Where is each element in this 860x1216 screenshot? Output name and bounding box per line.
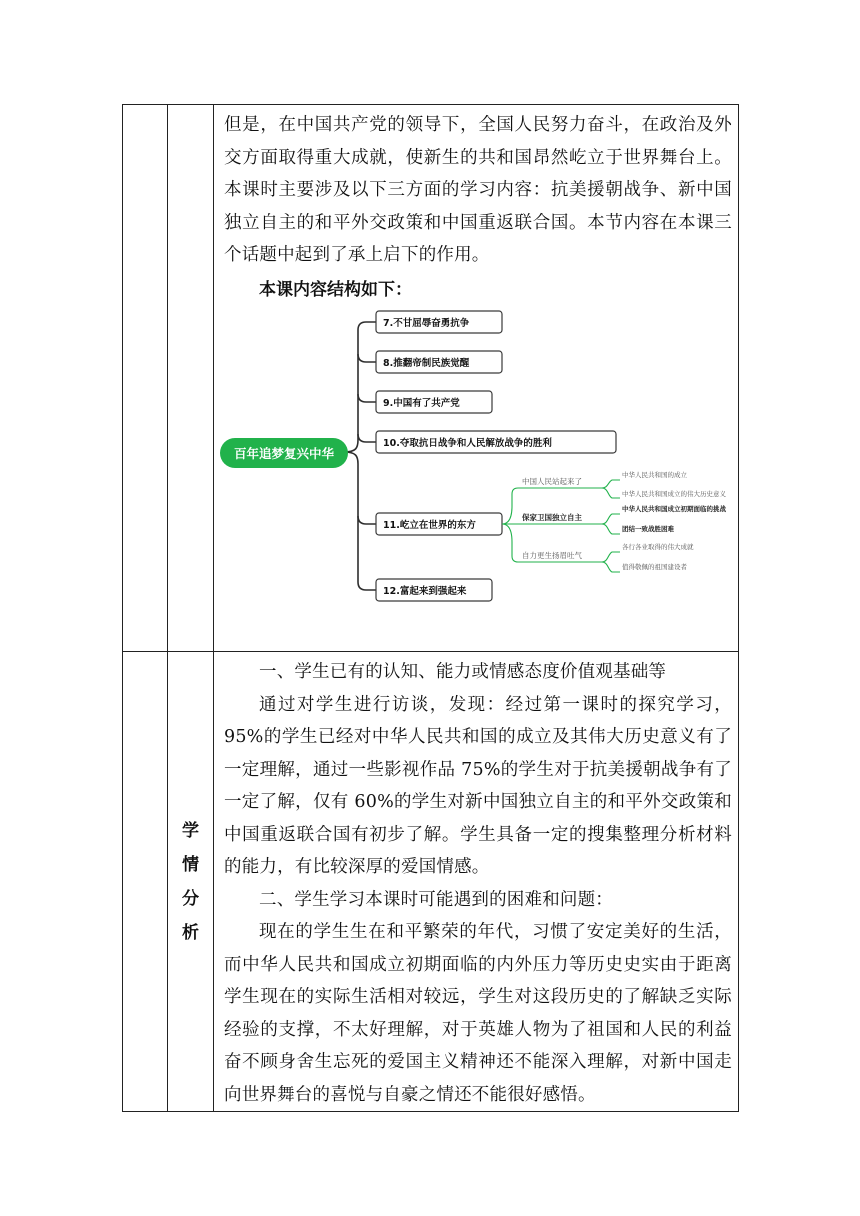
analysis-paragraph-2: 现在的学生生在和平繁荣的年代，习惯了安定美好的生活，而中华人民共和国成立初期面临的内外压力等历史史实由于距离学生现在的实际生活相对较远，学生对这段历史的了解缺乏实际经验的支撑，不太好理解，对于英雄人物为了祖国和人民的利益奋不顾身舍生忘死的爱国主义精神还不能深入理解，对新中国走向世界舞台的喜悦与自豪之情还不能很好感悟。 [224, 922, 732, 1105]
mindmap-branch-11: 11.屹立在世界的东方 [383, 519, 476, 531]
empty-cell [168, 105, 214, 652]
section-label [168, 652, 213, 1111]
empty-cell [123, 105, 168, 652]
intro-paragraph: 但是，在中国共产党的领导下，全国人民努力奋斗，在政治及外交方面取得重大成就，使新生的共和国昂然屹立于世界舞台上。本课时主要涉及以下三方面的学习内容：抗美援朝战争、新中国独立自主的和平外交政策和中国重返联合国。本节内容在本课三个话题中起到了承上启下的作用。 [224, 115, 732, 265]
mindmap-branch-10: 10.夺取抗日战争和人民解放战争的胜利 [383, 437, 552, 449]
structure-heading: 本课内容结构如下： [259, 279, 412, 300]
content-cell [214, 105, 739, 652]
mindmap-subtopic: 自力更生扬眉吐气 [522, 550, 582, 560]
table-row [123, 105, 739, 652]
analysis-cell [214, 652, 739, 1112]
mindmap-leaf: 中华人民共和国的成立 [622, 470, 687, 479]
mindmap-subtopic: 保家卫国独立自主 [522, 512, 582, 522]
section-label-char: 学 [182, 820, 199, 841]
mindmap-leaf: 团结一致战胜困难 [622, 524, 674, 533]
analysis-heading-2: 二、学生学习本课时可能遇到的困难和问题： [259, 889, 613, 910]
section-label-text [182, 814, 199, 950]
section-label-char: 情 [182, 854, 199, 875]
mindmap-connectors [344, 322, 376, 590]
mindmap-leaf: 中华人民共和国成立初期面临的挑战 [622, 504, 726, 513]
mindmap-branch-7: 7.不甘屈辱奋勇抗争 [383, 317, 470, 329]
section-label-char: 分 [182, 888, 199, 909]
empty-cell [123, 652, 168, 1112]
analysis-heading-1: 一、学生已有的认知、能力或情感态度价值观基础等 [259, 662, 667, 682]
mindmap-subtopic: 中国人民站起来了 [522, 476, 582, 486]
section-label-cell [168, 652, 214, 1112]
mindmap-root-label: 百年追梦复兴中华 [233, 445, 335, 461]
course-structure-mindmap [218, 310, 734, 630]
mindmap-branch-8: 8.推翻帝制民族觉醒 [383, 357, 470, 369]
table-row [123, 652, 739, 1112]
mindmap-leaf: 各行各业取得的伟大成就 [622, 542, 694, 551]
mindmap-branch-9: 9.中国有了共产党 [383, 397, 460, 409]
mindmap-leaf: 值得敬佩的祖国建设者 [622, 562, 687, 571]
lesson-plan-table [122, 104, 739, 1112]
mindmap-branch-12: 12.富起来到强起来 [383, 585, 467, 597]
analysis-paragraph-1: 通过对学生进行访谈，发现：经过第一课时的探究学习，95%的学生已经对中华人民共和国的成立及其伟大历史意义有了一定理解，通过一些影视作品 75%的学生对于抗美援朝战争有了一定了解，仅有 60%的学生对新中国独立自主的和平外交政策和中国重返联合国有初步了解。学生具备一定的搜集整理分析材料的能力，有比较深厚的爱国情感。 [224, 694, 732, 877]
mindmap-leaf: 中华人民共和国成立的伟大历史意义 [622, 489, 726, 498]
section-label-char: 析 [182, 922, 199, 943]
